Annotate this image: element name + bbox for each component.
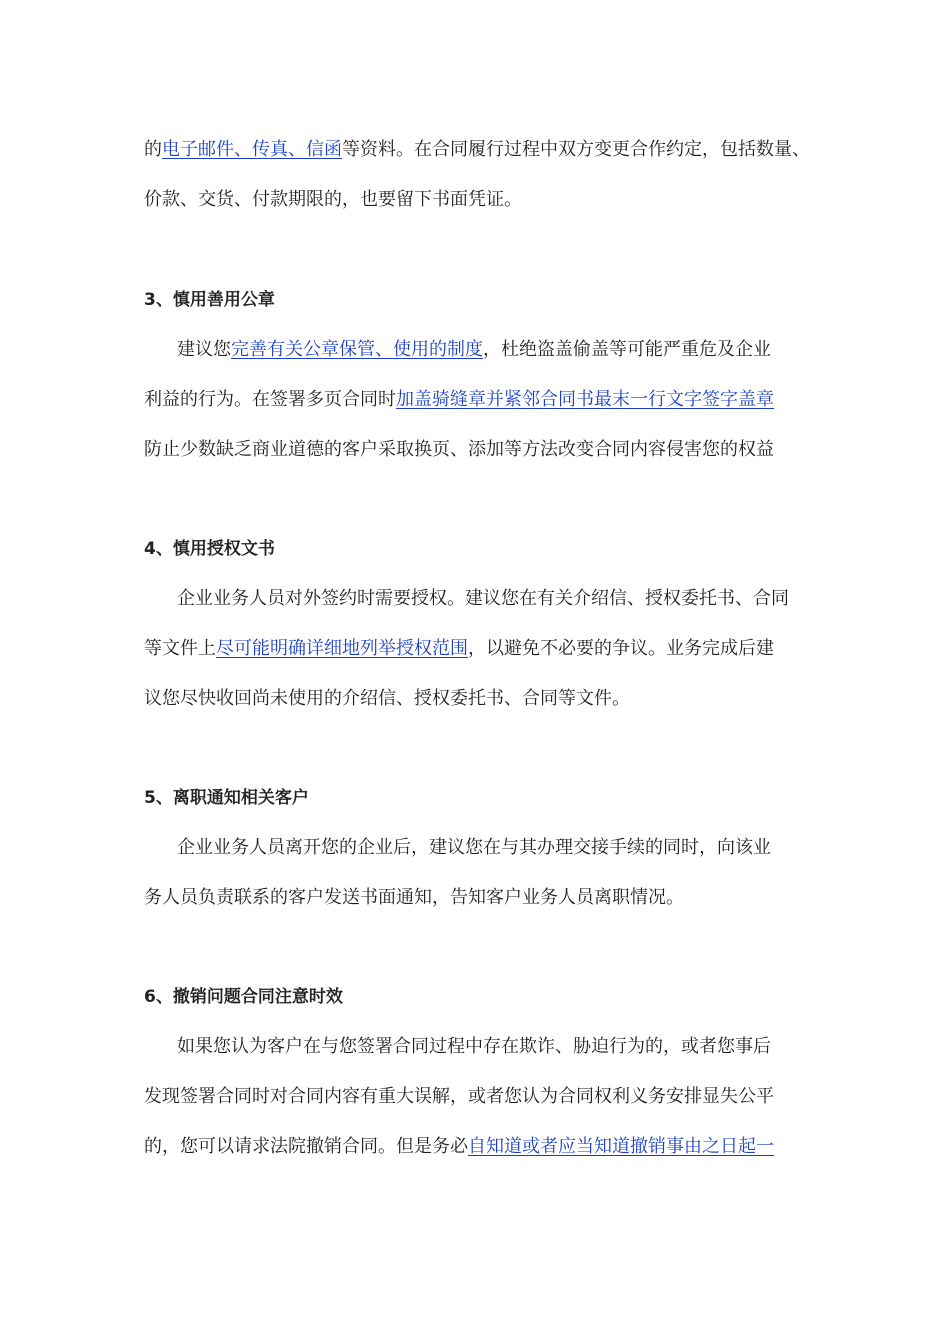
text: 利益的行为。在签署多页合同时 [144, 389, 396, 410]
link-revocation-deadline[interactable]: 自知道或者应当知道撤销事由之日起一 [468, 1136, 774, 1157]
text: 的 [144, 139, 162, 160]
link-email-fax-letter[interactable]: 电子邮件、传真、信函 [162, 139, 342, 160]
paragraph-line [144, 138, 824, 162]
text: ，杜绝盗盖偷盖等可能严重危及企业 [483, 339, 771, 360]
section-heading-5: 5、离职通知相关客户 [144, 788, 309, 808]
paragraph-line: 发现签署合同时对合同内容有重大误解，或者您认为合同权利义务安排显失公平 [144, 1086, 774, 1107]
link-authorization-scope[interactable]: 尽可能明确详细地列举授权范围 [216, 638, 468, 659]
paragraph-line: 企业业务人员对外签约时需要授权。建议您在有关介绍信、授权委托书、合同 [177, 588, 789, 609]
paragraph-line [144, 388, 824, 412]
paragraph-line: 议您尽快收回尚未使用的介绍信、授权委托书、合同等文件。 [144, 688, 630, 709]
paragraph-line: 如果您认为客户在与您签署合同过程中存在欺诈、胁迫行为的，或者您事后 [177, 1036, 771, 1057]
text: 建议您 [177, 339, 231, 360]
paragraph-line: 企业业务人员离开您的企业后，建议您在与其办理交接手续的同时，向该业 [177, 837, 771, 858]
paragraph-line [144, 637, 824, 661]
section-heading-3: 3、慎用善用公章 [144, 290, 275, 310]
text: ，以避免不必要的争议。业务完成后建 [468, 638, 774, 659]
paragraph-line: 务人员负责联系的客户发送书面通知，告知客户业务人员离职情况。 [144, 887, 684, 908]
paragraph-line: 防止少数缺乏商业道德的客户采取换页、添加等方法改变合同内容侵害您的权益 [144, 439, 774, 460]
text: 等文件上 [144, 638, 216, 659]
paragraph-line: 价款、交货、付款期限的，也要留下书面凭证。 [144, 189, 522, 210]
text: 等资料。在合同履行过程中双方变更合作约定，包括数量、 [342, 139, 810, 160]
paragraph-line [144, 1135, 824, 1159]
section-heading-6: 6、撤销问题合同注意时效 [144, 987, 343, 1007]
text: 的，您可以请求法院撤销合同。但是务必 [144, 1136, 468, 1157]
section-heading-4: 4、慎用授权文书 [144, 539, 275, 559]
link-seal-management[interactable]: 完善有关公章保管、使用的制度 [231, 339, 483, 360]
link-seam-seal[interactable]: 加盖骑缝章并紧邻合同书最末一行文字签字盖章 [396, 389, 774, 410]
paragraph-line [177, 338, 824, 362]
